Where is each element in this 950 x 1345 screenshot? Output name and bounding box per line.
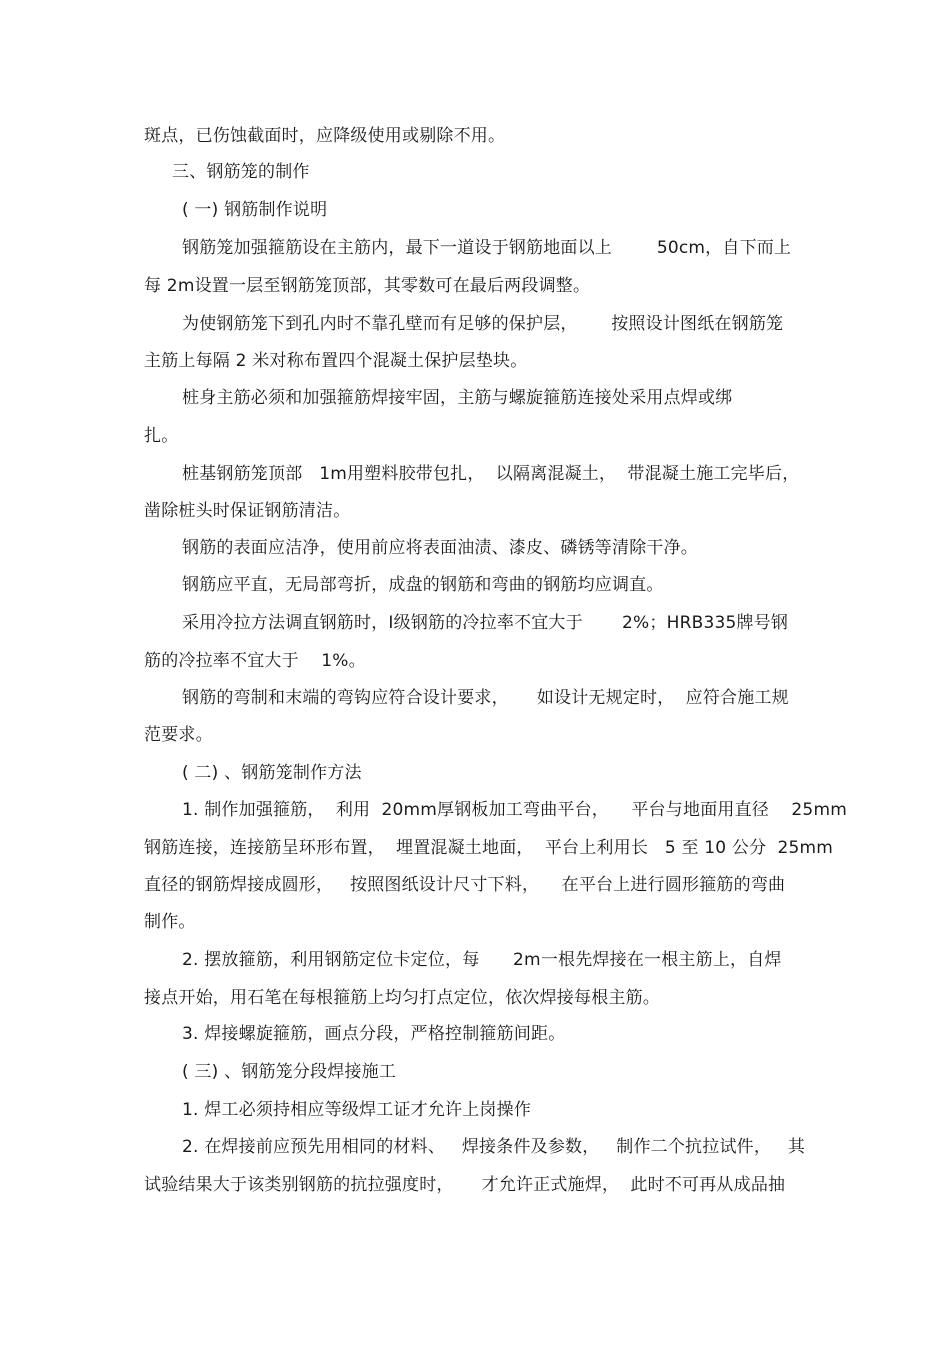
text-line: 接点开始，用石笔在每根箍筋上均匀打点定位，依次焊接每根主筋。 (144, 988, 660, 1008)
text-line: 钢筋的弯制和末端的弯钩应符合设计要求， 如设计无规定时， 应符合施工规 (182, 688, 789, 708)
text-line: 直径的钢筋焊接成圆形， 按照图纸设计尺寸下料， 在平台上进行圆形箍筋的弯曲 (144, 875, 786, 895)
text-line: 钢筋连接，连接筋呈环形布置， 埋置混凝土地面， 平台上利用长 5 至 10 公分 25mm (144, 838, 834, 858)
text-line: 1. 焊工必须持相应等级焊工证才允许上岗操作 (182, 1100, 532, 1120)
text-line: 扎。 (144, 426, 179, 446)
text-line: 1. 制作加强箍筋， 利用 20mm厚钢板加工弯曲平台， 平台与地面用直径 25mm (182, 800, 847, 820)
text-line: 凿除桩头时保证钢筋清洁。 (144, 501, 351, 521)
text-line: 主筋上每隔 2 米对称布置四个混凝土保护层垫块。 (144, 351, 528, 371)
text-line: 3. 焊接螺旋箍筋，画点分段，严格控制箍筋间距。 (182, 1024, 566, 1044)
text-line: 试验结果大于该类别钢筋的抗拉强度时， 才允许正式施焊， 此时不可再从成品抽 (144, 1175, 786, 1195)
text-line: 钢筋应平直，无局部弯折，成盘的钢筋和弯曲的钢筋均应调直。 (182, 575, 664, 595)
subsection-heading: ( 三) 、钢筋笼分段焊接施工 (182, 1062, 397, 1082)
text-line: 范要求。 (144, 725, 213, 745)
text-line: 筋的冷拉率不宜大于 1%。 (144, 651, 366, 671)
text-line: 桩身主筋必须和加强箍筋焊接牢固，主筋与螺旋箍筋连接处采用点焊或绑 (182, 388, 733, 408)
text-line: 制作。 (144, 912, 196, 932)
subsection-heading: ( 一) 钢筋制作说明 (182, 200, 328, 220)
text-line: 2. 在焊接前应预先用相同的材料、 焊接条件及参数， 制作二个抗拉试件， 其 (182, 1137, 806, 1157)
text-line: 斑点，已伤蚀截面时，应降级使用或剔除不用。 (144, 126, 506, 146)
text-line: 2. 摆放箍筋，利用钢筋定位卡定位，每 2m一根先焊接在一根主筋上，自焊 (182, 950, 782, 970)
text-line: 钢筋的表面应洁净，使用前应将表面油渍、漆皮、磷锈等清除干净。 (182, 538, 698, 558)
text-line: 钢筋笼加强箍筋设在主筋内，最下一道设于钢筋地面以上 50cm，自下而上 (182, 238, 792, 258)
text-line: 每 2m设置一层至钢筋笼顶部，其零数可在最后两段调整。 (144, 276, 591, 296)
text-line: 采用冷拉方法调直钢筋时，Ⅰ级钢筋的冷拉率不宜大于 2%；HRB335牌号钢 (182, 613, 789, 633)
text-line: 为使钢筋笼下到孔内时不靠孔壁而有足够的保护层， 按照设计图纸在钢筋笼 (182, 314, 784, 334)
text-line: 桩基钢筋笼顶部 1m用塑料胶带包扎， 以隔离混凝土， 带混凝土施工完毕后， (182, 464, 800, 484)
subsection-heading: ( 二) 、钢筋笼制作方法 (182, 763, 362, 783)
section-heading: 三、钢筋笼的制作 (172, 162, 310, 182)
